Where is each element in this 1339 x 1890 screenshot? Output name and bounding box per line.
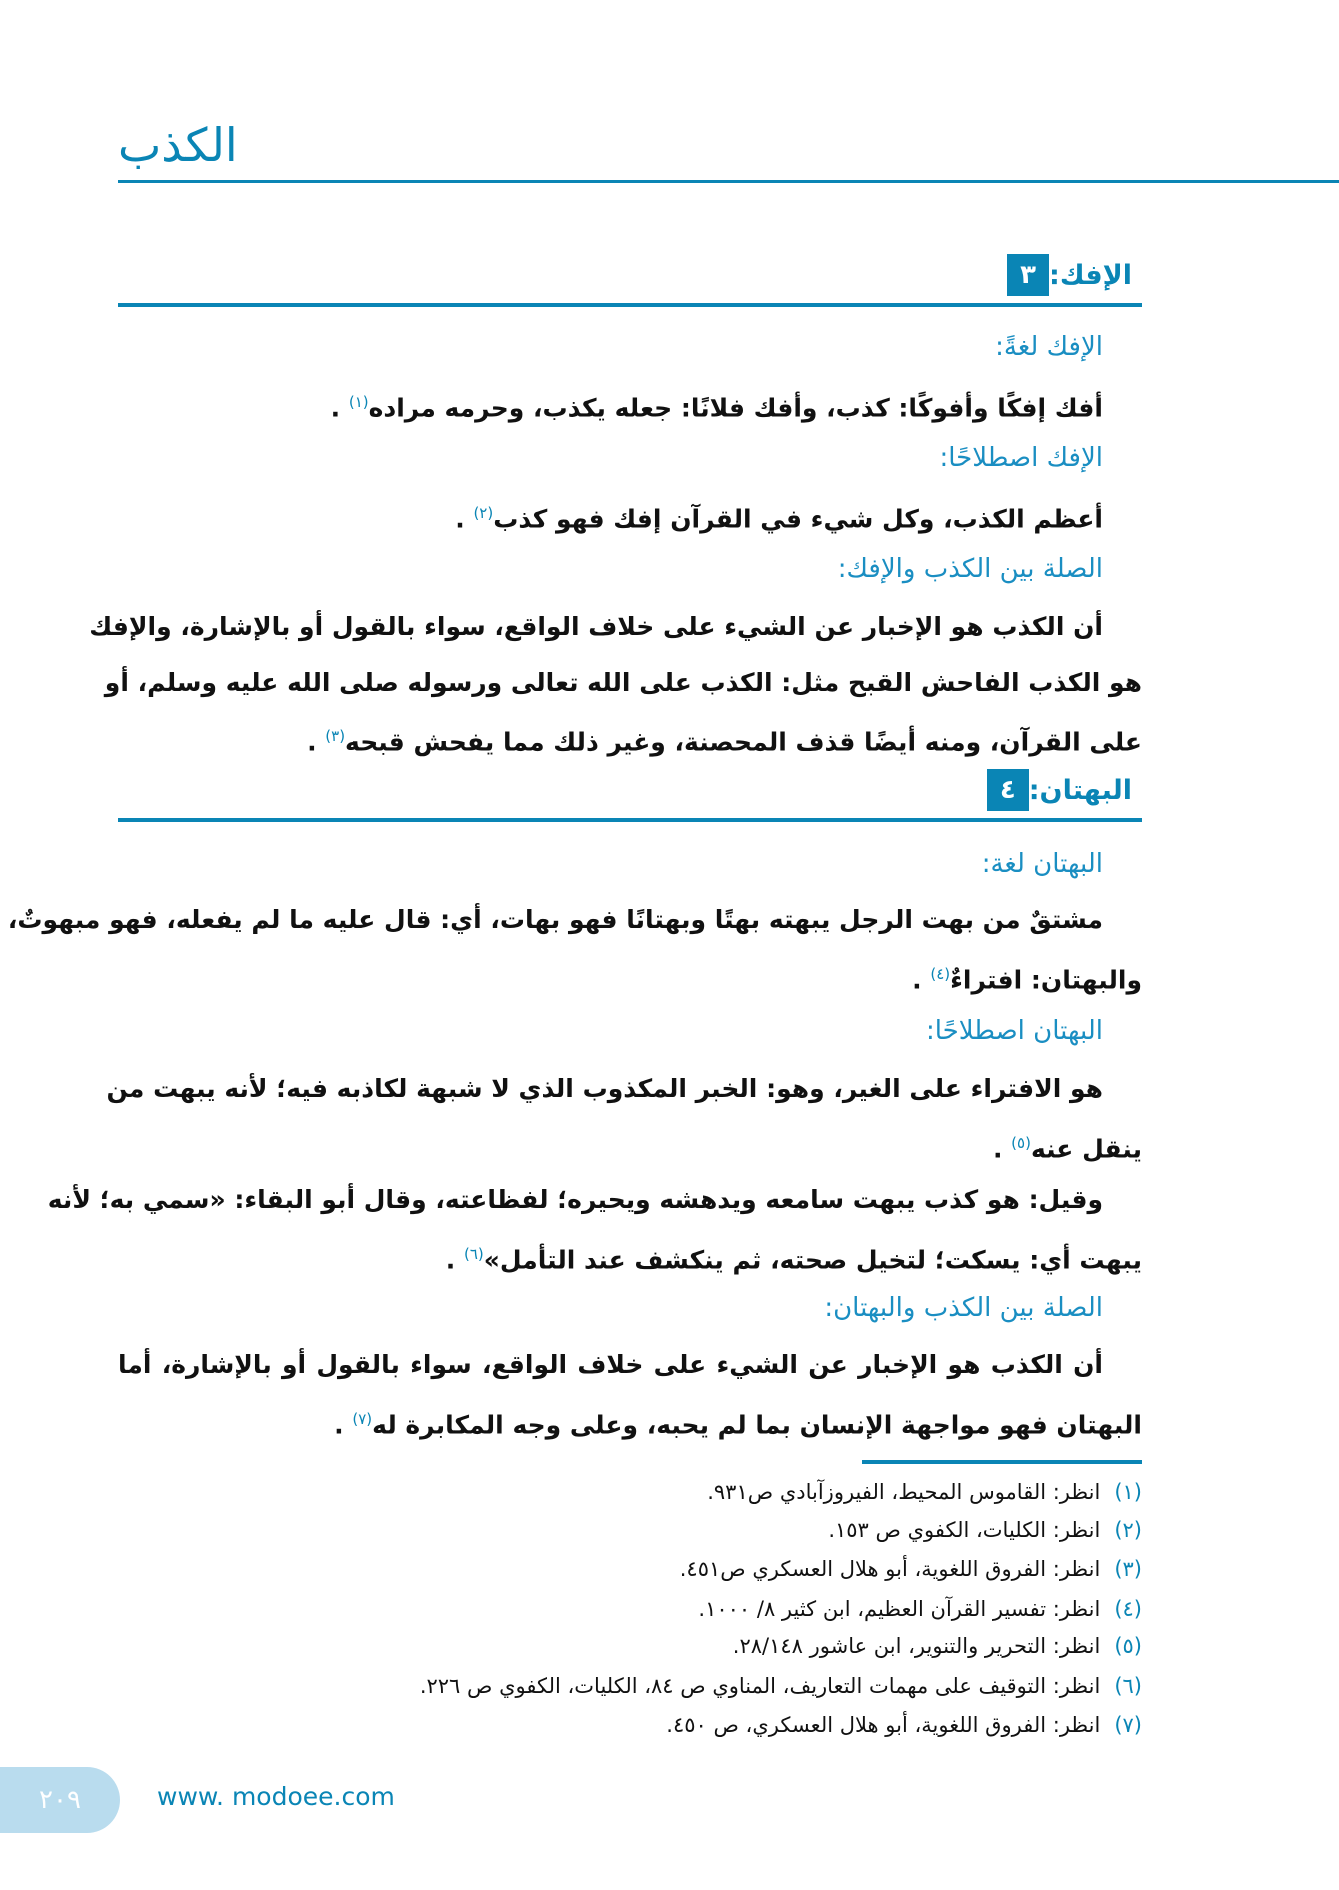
paragraph-line: ينقل عنه$^{(٥)}$ . [992,1134,1142,1164]
page-number: ٢٠٩ [0,1767,120,1833]
paragraph-line: على القرآن، ومنه أيضًا قذف المحصنة، وغير ذلك مما يفحش قبحه$^{(٣)}$ . [307,727,1142,757]
section-number: ٣ [1007,254,1049,296]
paragraph-line: هو الافتراء على الغير، وهو: الخبر المكذوب الذي لا شبهة لكاذبه فيه؛ لأنه يبهت من [106,1074,1103,1103]
footnote-ref[interactable]: (٧) [352,1410,373,1428]
paragraph-line: أن الكذب هو الإخبار عن الشيء على خلاف الواقع، سواء بالقول أو بالإشارة، أما [118,1350,1103,1379]
paragraph-line: أن الكذب هو الإخبار عن الشيء على خلاف الواقع، سواء بالقول أو بالإشارة، والإفك [89,612,1103,641]
paragraph-line: البهتان فهو مواجهة الإنسان بما لم يحبه، وعلى وجه المكابرة له$^{(٧)}$ . [334,1410,1142,1440]
section-rule [118,818,1142,822]
subheading: الإفك اصطلاحًا: [939,443,1103,473]
chapter-title: الكذب [118,118,238,172]
footnote-ref[interactable]: (٥) [1011,1134,1031,1152]
website-link[interactable]: www. modoee.com [157,1782,395,1811]
paragraph-line: مشتقٌ من بهت الرجل يبهته بهتًا وبهتانًا فهو بهات، أي: قال عليه ما لم يفعله، فهو مبهوتٌ، [7,905,1103,934]
section-heading-3 [1007,254,1142,296]
footnote-ref[interactable]: (٦) [464,1245,484,1263]
subheading: الصلة بين الكذب والبهتان: [824,1293,1103,1323]
subheading: الصلة بين الكذب والإفك: [837,554,1103,584]
section-heading-4 [987,769,1142,811]
footnote-rule [862,1460,1142,1464]
footnote: (٦)انظر: التوقيف على مهمات التعاريف، المناوي ص ٨٤، الكليات، الكفوي ص ٢٢٦. [419,1674,1142,1698]
footnote: (٣)انظر: الفروق اللغوية، أبو هلال العسكري ص٤٥١. [679,1557,1142,1581]
subheading: البهتان لغة: [981,849,1103,879]
footnote-ref[interactable]: (٣) [325,727,346,745]
footnote: (٧)انظر: الفروق اللغوية، أبو هلال العسكري، ص ٤٥٠. [666,1713,1142,1737]
paragraph-line: يبهت أي: يسكت؛ لتخيل صحته، ثم ينكشف عند التأمل»$^{(٦)}$ . [445,1245,1142,1275]
subheading: الإفك لغةً: [995,332,1103,362]
footnote: (٢)انظر: الكليات، الكفوي ص ١٥٣. [828,1518,1142,1542]
section-label: البهتان: [1028,774,1132,806]
section-label: الإفك: [1049,259,1132,291]
paragraph-line: هو الكذب الفاحش القبح مثل: الكذب على الله تعالى ورسوله صلى الله عليه وسلم، أو [104,668,1142,697]
footnote-ref[interactable]: (١) [348,393,369,411]
paragraph-line: أفك إفكًا وأفوكًا: كذب، وأفك فلانًا: جعله يكذب، وحرمه مراده$^{(١)}$ . [330,393,1103,423]
footnote-ref[interactable]: (٢) [473,504,494,522]
paragraph-line: أعظم الكذب، وكل شيء في القرآن إفك فهو كذب$^{(٢)}$ . [455,504,1103,534]
footnote: (٤)انظر: تفسير القرآن العظيم، ابن كثير ٨/ ١٠٠٠. [698,1597,1142,1621]
paragraph-line: وقيل: هو كذب يبهت سامعه ويدهشه ويحيره؛ لفظاعته، وقال أبو البقاء: «سمي به؛ لأنه [47,1185,1103,1214]
footnote: (١)انظر: القاموس المحيط، الفيروزآبادي ص٩٣١. [707,1480,1142,1504]
header-rule [118,180,1339,183]
footnote-ref[interactable]: (٤) [930,965,951,983]
footnote: (٥)انظر: التحرير والتنوير، ابن عاشور ٢٨/١٤٨. [732,1634,1142,1658]
section-rule [118,303,1142,307]
subheading: البهتان اصطلاحًا: [926,1016,1103,1046]
paragraph-line: والبهتان: افتراءٌ$^{(٤)}$ . [912,965,1142,995]
section-number: ٤ [987,769,1029,811]
